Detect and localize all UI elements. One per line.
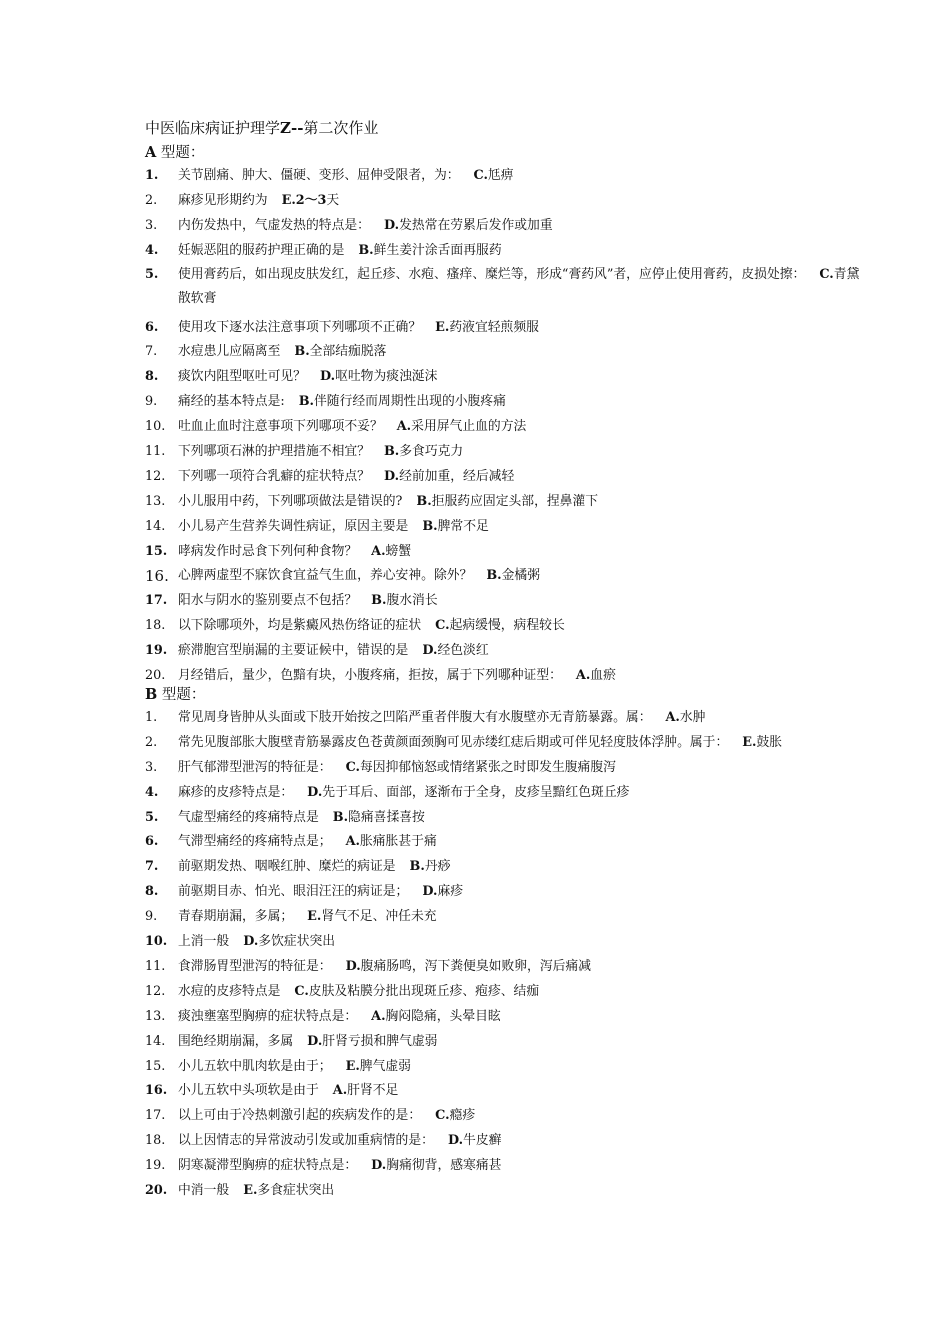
answer — [384, 444, 463, 459]
question-item — [145, 934, 865, 950]
section-letter: B — [145, 686, 158, 704]
question-item — [145, 568, 865, 584]
question-item — [145, 1059, 865, 1075]
answer — [448, 1133, 502, 1148]
question-number: 2. — [145, 192, 158, 208]
answer-letter: D. — [371, 1158, 387, 1174]
question-text: 小儿服用中药，下列哪项做法是错误的? — [178, 493, 403, 509]
answer — [307, 1034, 437, 1049]
question-item — [145, 494, 865, 510]
answer-letter: B. — [358, 242, 374, 258]
question-text: 上消一般 — [178, 934, 230, 950]
section-heading — [145, 684, 865, 706]
answer — [333, 1083, 399, 1098]
answer-text: 肾气不足、冲任未充 — [321, 909, 437, 925]
answer — [346, 1059, 411, 1074]
answer-letter: B. — [294, 344, 310, 360]
question-item — [145, 369, 865, 385]
answer-letter: C. — [294, 983, 309, 999]
section-letter: A — [145, 144, 157, 161]
question-number: 10. — [145, 934, 168, 950]
answer — [384, 469, 514, 484]
question-text: 痰饮内阻型呕吐可见？ — [178, 369, 306, 385]
homework-content — [145, 118, 865, 1199]
answer-letter: A. — [396, 419, 412, 435]
question-item — [145, 884, 865, 900]
question-text: 小儿易产生营养失调性病证，原因主要是 — [178, 518, 409, 534]
answer-letter: E. — [345, 1058, 360, 1074]
question-number: 14. — [145, 1033, 166, 1049]
question-item — [145, 218, 865, 234]
answer-text: 每因抑郁恼怒或情绪紧张之时即发生腹痛腹泻 — [359, 759, 616, 775]
answer-text: 全部结痂脱落 — [309, 344, 387, 360]
question-text: 食滞肠胃型泄泻的特征是： — [178, 958, 332, 974]
question-text: 气虚型痛经的疼痛特点是 — [178, 809, 319, 825]
answer — [371, 1009, 501, 1024]
question-number: 10. — [145, 419, 166, 435]
question-number: 12. — [145, 468, 166, 484]
question-item — [145, 263, 865, 311]
answer-text: 脾气虚弱 — [359, 1058, 411, 1074]
question-number: 15. — [145, 1058, 166, 1074]
question-number: 16. — [145, 567, 169, 586]
question-text: 以上可由于冷热刺激引起的疾病发作的是： — [178, 1108, 422, 1124]
question-text: 以下除哪项外，均是紫癜风热伤络证的症状 — [178, 618, 422, 634]
answer-letter: A. — [665, 710, 680, 726]
question-item — [145, 419, 865, 435]
answer-letter: D. — [422, 643, 438, 659]
answer-letter: B. — [371, 593, 387, 609]
question-text: 阴寒凝滞型胸痹的症状特点是： — [178, 1158, 358, 1174]
answer-letter: D. — [307, 784, 323, 800]
question-number: 5. — [145, 266, 159, 282]
answer-text: 药液宜轻煎频服 — [449, 319, 539, 335]
answer — [397, 419, 527, 434]
answer-text: 多饮症状突出 — [258, 934, 336, 950]
answer-letter: C. — [435, 1108, 450, 1124]
answer-text: 麻疹 — [437, 884, 464, 900]
question-number: 8. — [145, 369, 159, 385]
question-text: 小儿五软中肌肉软是由于； — [178, 1058, 332, 1074]
question-item — [145, 344, 865, 360]
answer — [371, 544, 411, 559]
answer-text: 天 — [326, 192, 340, 208]
question-item — [145, 984, 865, 1000]
question-number: 3. — [145, 759, 158, 775]
section-label: 型题： — [157, 687, 206, 704]
answer-letter: D. — [345, 958, 361, 974]
answer-letter: E.2～3 — [281, 192, 327, 208]
question-number: 4. — [145, 784, 159, 800]
question-text: 肝气郁滞型泄泻的特征是： — [178, 759, 332, 775]
answer-text: 丹痧 — [424, 859, 451, 875]
answer — [742, 735, 782, 750]
answer-letter: D. — [307, 1033, 323, 1049]
question-item — [145, 1083, 865, 1099]
question-text: 常先见腹部胀大腹壁青筋暴露皮色苍黄颜面颈胸可见赤缕红痣后期或可伴见轻度肢体浮肿。属于： — [178, 734, 729, 750]
question-number: 14. — [145, 518, 166, 534]
question-text: 瘀滞胞宫型崩漏的主要证候中，错误的是 — [178, 643, 409, 659]
answer-letter: E. — [435, 319, 450, 335]
sections-container — [145, 142, 865, 1199]
answer-text: 先于耳后、面部，逐渐布于全身，皮疹呈黯红色斑丘疹 — [322, 784, 630, 800]
answer-text: 鲜生姜汁涂舌面再服药 — [373, 242, 502, 258]
question-number: 1. — [145, 710, 158, 726]
answer-letter: D. — [383, 468, 400, 484]
question-item — [145, 909, 865, 925]
question-item — [145, 1183, 865, 1199]
question-number: 11. — [145, 958, 166, 974]
answer-letter: A. — [345, 834, 360, 850]
page-title — [145, 118, 865, 138]
answer — [299, 394, 506, 409]
question-number: 8. — [145, 884, 159, 900]
answer-text: 肝肾不足 — [347, 1083, 399, 1099]
answer-letter: B. — [409, 859, 425, 875]
answer-letter: B. — [298, 394, 314, 410]
answer — [371, 1158, 501, 1173]
question-item — [145, 320, 865, 336]
question-text: 使用膏药后，如出现皮肤发红，起丘疹、水疱、瘙痒、糜烂等，形成“膏药风”者，应停止使用膏药，皮损处擦： — [178, 266, 806, 282]
question-item — [145, 760, 865, 776]
question-item — [145, 959, 865, 975]
question-text: 中消一般 — [178, 1182, 230, 1198]
answer — [243, 934, 335, 949]
answer-letter: A. — [332, 1083, 348, 1099]
answer-letter: B. — [422, 518, 438, 534]
question-text: 麻疹的皮疹特点是： — [178, 784, 294, 800]
answer-text: 腹痛肠鸣，泻下粪便臭如败卵，泻后痛减 — [360, 958, 592, 974]
question-item — [145, 469, 865, 485]
answer-letter: D. — [447, 1133, 464, 1149]
answer — [384, 218, 553, 233]
question-text: 关节剧痛、肿大、僵硬、变形、屈伸受限者，为： — [178, 168, 460, 183]
question-number: 18. — [145, 1133, 166, 1149]
question-item — [145, 1034, 865, 1050]
answer — [307, 785, 629, 800]
question-item — [145, 834, 865, 850]
answer-letter: B. — [486, 568, 502, 584]
question-number: 17. — [145, 1108, 166, 1124]
answer-text: 采用屏气止血的方法 — [411, 419, 527, 435]
answer-letter: B. — [332, 809, 349, 825]
answer-letter: C. — [473, 168, 488, 183]
question-item — [145, 785, 865, 801]
answer-text: 腹水消长 — [386, 593, 438, 609]
answer-letter: E. — [307, 909, 322, 925]
question-item — [145, 618, 865, 634]
question-number: 12. — [145, 983, 166, 999]
question-number: 19. — [145, 643, 168, 659]
question-number: 19. — [145, 1158, 166, 1174]
answer — [422, 519, 488, 534]
answer-text: 尪痹 — [487, 168, 514, 183]
answer-text: 皮肤及粘膜分批出现斑丘疹、疱疹、结痂 — [308, 983, 540, 999]
question-number: 1. — [145, 168, 159, 183]
question-text: 围绝经期崩漏，多属 — [178, 1033, 294, 1049]
answer — [294, 984, 539, 999]
question-number: 20. — [145, 668, 166, 684]
question-number: 11. — [145, 444, 166, 460]
answer-text: 胀痛胀甚于痛 — [359, 834, 437, 850]
answer-text: 经前加重，经后减轻 — [399, 468, 515, 484]
question-text: 青春期崩漏，多属； — [178, 909, 294, 925]
question-text: 痛经的基本特点是: — [178, 394, 285, 410]
answer — [435, 320, 539, 335]
question-text: 妊娠恶阻的服药护理正确的是 — [178, 242, 345, 258]
question-number: 18. — [145, 618, 166, 634]
answer-text: 起病缓慢，病程较长 — [449, 618, 565, 634]
answer — [410, 859, 451, 874]
answer — [435, 1108, 475, 1123]
question-item — [145, 168, 865, 184]
question-number: 5. — [145, 809, 159, 825]
question-text: 心脾两虚型不寐饮食宜益气生血，养心安神。除外？ — [178, 568, 473, 584]
question-item — [145, 1133, 865, 1149]
question-number: 2. — [145, 734, 158, 750]
answer-text: 经色淡红 — [437, 643, 489, 659]
answer-text: 血瘀 — [590, 668, 616, 684]
question-item — [145, 444, 865, 460]
answer-text: 发热常在劳累后发作或加重 — [399, 217, 553, 233]
question-text: 下列哪一项符合乳癖的症状特点？ — [178, 468, 370, 484]
answer — [333, 810, 425, 825]
section-heading — [145, 142, 865, 164]
answer — [294, 344, 386, 359]
question-number: 20. — [145, 1182, 168, 1198]
answer — [346, 959, 591, 974]
question-text: 以上因情志的异常波动引发或加重病情的是： — [178, 1133, 434, 1149]
answer — [486, 568, 540, 583]
question-number: 15. — [145, 543, 168, 559]
answer — [346, 834, 437, 849]
answer-text: 牛皮癣 — [463, 1133, 502, 1149]
answer-letter: A. — [575, 668, 591, 684]
question-item — [145, 394, 865, 410]
answer-letter: D. — [243, 934, 259, 950]
question-text: 下列哪项石淋的护理措施不相宜？ — [178, 444, 370, 460]
question-number: 4. — [145, 242, 159, 258]
answer-text: 鼓胀 — [756, 734, 783, 750]
question-text: 吐血止血时注意事项下列哪项不妥？ — [178, 419, 383, 435]
question-item — [145, 810, 865, 826]
answer-letter: B. — [383, 444, 400, 460]
answer-letter: E. — [742, 734, 757, 750]
answer — [358, 243, 501, 258]
question-number: 6. — [145, 834, 159, 850]
answer — [422, 884, 463, 899]
title-part-3: 第二次作业 — [303, 119, 379, 137]
answer-letter: D. — [422, 884, 438, 900]
answer-letter: C. — [819, 266, 834, 282]
answer — [282, 193, 340, 208]
question-text: 阳水与阴水的鉴别要点不包括？ — [178, 593, 358, 609]
answer-letter: C. — [345, 759, 360, 775]
question-number: 9. — [145, 909, 158, 925]
answer-text: 隐痛喜揉喜按 — [348, 809, 425, 825]
question-text: 前驱期发热、咽喉红肿、糜烂的病证是 — [178, 859, 396, 875]
answer — [243, 1183, 334, 1198]
answer — [435, 618, 565, 633]
question-number: 17. — [145, 593, 168, 609]
answer-text: 多食巧克力 — [399, 444, 464, 460]
question-text: 水痘的皮疹特点是 — [178, 983, 281, 999]
answer-text: 瘾疹 — [449, 1108, 476, 1124]
answer-letter: A. — [371, 543, 386, 559]
answer-letter: B. — [416, 493, 432, 509]
answer — [416, 494, 598, 509]
title-part-1: 中医临床病证护理学 — [145, 119, 281, 137]
answer — [371, 593, 437, 608]
question-number: 6. — [145, 319, 159, 335]
question-text: 使用攻下逐水法注意事项下列哪项不正确？ — [178, 319, 422, 335]
answer-text: 胸闷隐痛，头晕目眩 — [385, 1008, 501, 1024]
answer — [422, 643, 488, 658]
question-item — [145, 519, 865, 535]
answer-letter: C. — [435, 618, 450, 634]
question-item — [145, 710, 865, 726]
question-number: 7. — [145, 344, 158, 360]
answer-text: 呕吐物为痰浊涎沫 — [335, 369, 438, 385]
answer — [474, 168, 514, 183]
answer-text: 水肿 — [679, 710, 706, 726]
question-number: 3. — [145, 217, 158, 233]
question-item — [145, 593, 865, 609]
question-item — [145, 735, 865, 751]
question-text: 水痘患儿应隔离至 — [178, 344, 281, 360]
answer-text: 脾常不足 — [437, 518, 489, 534]
question-number: 16. — [145, 1083, 168, 1099]
question-item — [145, 1009, 865, 1025]
question-text: 内伤发热中，气虚发热的特点是： — [178, 217, 370, 233]
question-number: 7. — [145, 859, 159, 875]
question-item — [145, 544, 865, 560]
question-text: 气滞型痛经的疼痛特点是； — [178, 834, 332, 850]
section-label: 型题： — [156, 145, 205, 161]
answer-text: 拒服药应固定头部，捏鼻灌下 — [431, 493, 599, 509]
question-item — [145, 1108, 865, 1124]
answer-letter: D. — [319, 369, 336, 385]
question-item — [145, 859, 865, 875]
question-item — [145, 193, 865, 209]
answer-text: 胸痛彻背，感寒痛甚 — [386, 1158, 502, 1174]
answer — [665, 710, 705, 725]
answer — [320, 369, 437, 384]
answer-text: 青黛散软膏 — [178, 266, 860, 306]
question-number: 13. — [145, 493, 166, 509]
question-item — [145, 243, 865, 259]
answer-text: 肝肾亏损和脾气虚弱 — [322, 1033, 438, 1049]
question-text: 麻疹见形期约为 — [178, 192, 268, 208]
answer-text: 螃蟹 — [385, 543, 412, 559]
answer — [307, 909, 436, 924]
answer-letter: D. — [383, 217, 400, 233]
answer-text: 伴随行经而周期性出现的小腹疼痛 — [313, 394, 506, 410]
answer — [346, 760, 616, 775]
answer-letter: A. — [371, 1008, 386, 1024]
question-text: 常见周身皆肿从头面或下肢开始按之凹陷严重者伴腹大有水腹壁亦无青筋暴露。属： — [178, 710, 652, 726]
answer-text: 多食症状突出 — [257, 1182, 335, 1198]
answer-letter: E. — [243, 1182, 258, 1198]
question-item — [145, 1158, 865, 1174]
question-number: 13. — [145, 1008, 166, 1024]
answer-text: 金橘粥 — [501, 568, 540, 584]
question-text: 前驱期目赤、怕光、眼泪汪汪的病证是； — [178, 884, 409, 900]
question-text: 小儿五软中头项软是由于 — [178, 1083, 319, 1099]
question-text: 痰浊壅塞型胸痹的症状特点是： — [178, 1008, 358, 1024]
title-part-2: Z-- — [280, 119, 304, 137]
question-text: 月经错后，量少，色黯有块，小腹疼痛，拒按，属于下列哪种证型： — [178, 668, 562, 684]
question-item — [145, 643, 865, 659]
question-item — [145, 668, 865, 684]
answer — [576, 668, 616, 683]
question-number: 9. — [145, 394, 158, 410]
question-text: 哮病发作时忌食下列何种食物？ — [178, 543, 358, 559]
